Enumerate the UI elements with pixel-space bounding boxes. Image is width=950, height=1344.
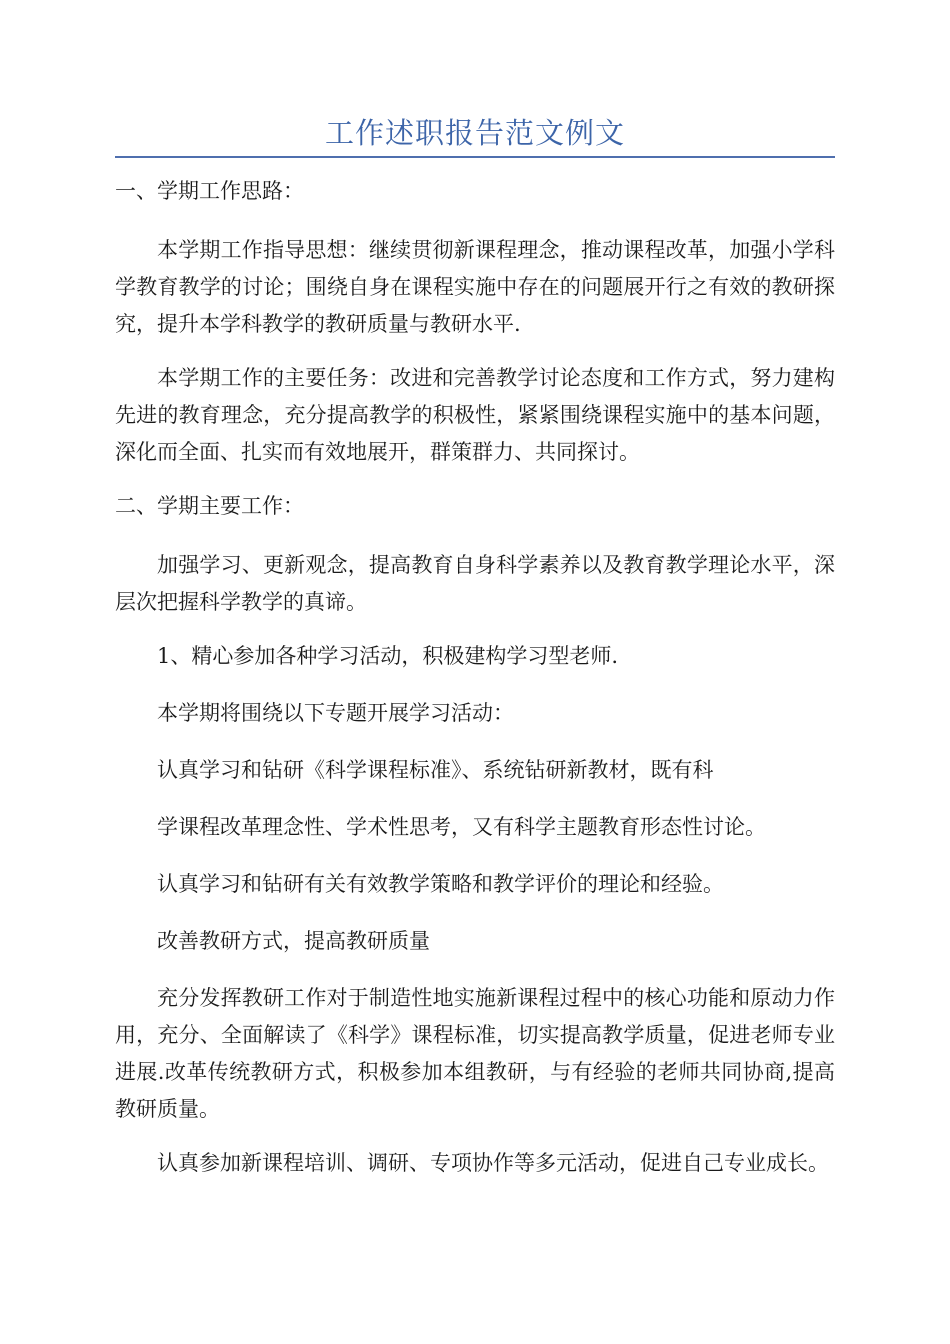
paragraph-main-tasks: 本学期工作的主要任务：改进和完善教学讨论态度和工作方式，努力建构先进的教育理念，充分提高教学的积极性，紧紧围绕课程实施中的基本问题，深化而全面、扎实而有效地展开，群策群力、共同探讨。	[115, 366, 835, 464]
paragraph-topic-standard: 认真学习和钻研《科学课程标准》、系统钻研新教材，既有科	[157, 758, 714, 782]
section-heading-2: 二、学期主要工作：	[115, 494, 304, 518]
title-block	[115, 112, 835, 158]
paragraph-topic-standard-cont: 学课程改革理念性、学术性思考，又有科学主题教育形态性讨论。	[157, 815, 766, 839]
document-body	[115, 168, 835, 1199]
section-heading-1: 一、学期工作思路：	[115, 179, 304, 203]
document-title: 工作述职报告范文例文	[324, 116, 625, 150]
paragraph-topic-strategy: 认真学习和钻研有关有效教学策略和教学评价的理论和经验。	[157, 872, 724, 896]
paragraph-item-1: 1、精心参加各种学习活动，积极建构学习型老师.	[157, 644, 619, 668]
paragraph-strengthen-learning: 加强学习、更新观念，提高教育自身科学素养以及教育教学理论水平，深层次把握科学教学的真谛。	[115, 553, 835, 614]
paragraph-research-role: 充分发挥教研工作对于制造性地实施新课程过程中的核心功能和原动力作用，充分、全面解读了《科学》课程标准，切实提高教学质量，促进老师专业进展.改革传统教研方式，积极参加本组教研，与有经验的老师共同协商,提高教研质量。	[115, 986, 835, 1121]
paragraph-topics-intro: 本学期将围绕以下专题开展学习活动：	[157, 701, 514, 725]
paragraph-guiding-thought: 本学期工作指导思想：继续贯彻新课程理念，推动课程改革，加强小学科学教育教学的讨论；围绕自身在课程实施中存在的问题展开行之有效的教研探究，提升本学科教学的教研质量与教研水平.	[115, 238, 835, 336]
paragraph-improve-research: 改善教研方式，提高教研质量	[157, 929, 430, 953]
paragraph-training: 认真参加新课程培训、调研、专项协作等多元活动，促进自己专业成长。	[157, 1151, 829, 1175]
